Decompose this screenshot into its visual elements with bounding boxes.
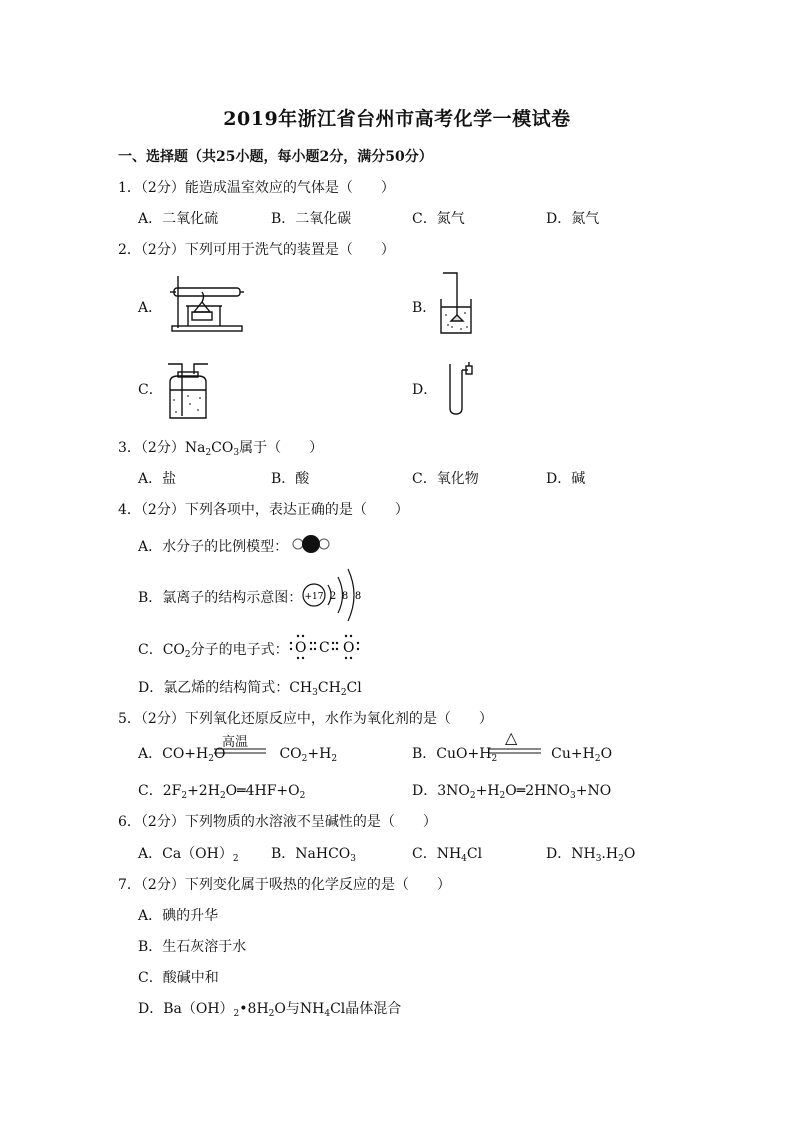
q5-option-a[interactable]: A．$CO+H_2O$ $CO_2+H_2$ (138, 746, 338, 764)
q5-a-condition: 高温 (222, 735, 249, 750)
q5-option-c[interactable]: C．$2F_2+2H_2O═4HF+O_2$ (138, 783, 306, 801)
q1-option-a[interactable]: A．二氧化硫 (138, 211, 219, 227)
q6-option-c[interactable]: C．$NH_4Cl$ (412, 846, 483, 864)
water-scale-model-image (290, 533, 332, 555)
question-7-stem: 7．（2分）下列变化属于吸热的化学反应的是（ ） (118, 877, 451, 893)
chloride-ion-structure-diagram (300, 565, 366, 627)
u-tube-apparatus-image (444, 358, 478, 418)
q5-a-equals-sign (213, 748, 267, 754)
nucleus-charge: +17 (304, 592, 324, 602)
question-2-stem: 2．（2分）下列可用于洗气的装置是（ ） (118, 242, 395, 258)
section-heading: 一、选择题（共25小题，每小题2分，满分50分） (118, 149, 433, 165)
question-3-stem: 3．（2分）$Na_2CO_3$属于（ ） (118, 440, 324, 458)
q4-option-b[interactable]: B．氯离子的结构示意图： (138, 590, 303, 606)
shell-3-electrons: 8 (354, 591, 362, 602)
q2-option-b[interactable]: B． (412, 300, 437, 316)
q7-option-a[interactable]: A．碘的升华 (138, 908, 219, 924)
q4-option-c[interactable]: C．$CO_2$分子的电子式： (138, 642, 289, 660)
q3-option-c[interactable]: C．氧化物 (412, 471, 479, 487)
co2-electron-formula (288, 632, 360, 662)
q3-option-d[interactable]: D．碱 (546, 471, 586, 487)
gas-washing-bottle-image (164, 360, 212, 420)
q2-option-a[interactable]: A． (138, 300, 163, 316)
q5-b-heat-condition: △ (505, 728, 518, 747)
q3-option-a[interactable]: A．盐 (138, 471, 177, 487)
shell-2-electrons: 8 (341, 591, 349, 602)
q4-option-d[interactable]: D．氯乙烯的结构简式：$CH_3CH_2Cl$ (138, 680, 362, 698)
page-title: 2019年浙江省台州市高考化学一模试卷 (223, 108, 571, 130)
q6-option-d[interactable]: D．$NH_3.H_2O$ (546, 846, 636, 864)
q1-option-b[interactable]: B．二氧化碳 (271, 211, 352, 227)
q6-option-a[interactable]: A．$Ca(OH)_2$ (138, 846, 239, 864)
beaker-gas-tube-image (437, 271, 477, 337)
q7-option-d[interactable]: D．$Ba(OH)_2•8H_2O$与$NH_4Cl$晶体混合 (138, 1001, 402, 1019)
atom-c: C (319, 640, 330, 656)
q6-option-b[interactable]: B．NaHCO$_3$ (271, 846, 357, 864)
question-4-stem: 4．（2分）下列各项中，表达正确的是（ ） (118, 502, 409, 518)
heating-tube-apparatus-image (166, 272, 246, 334)
q7-option-b[interactable]: B．生石灰溶于水 (138, 939, 247, 955)
question-5-stem: 5．（2分）下列氧化还原反应中，水作为氧化剂的是（ ） (118, 711, 493, 727)
shell-1-electrons: 2 (329, 591, 337, 602)
atom-o-right: O (343, 640, 355, 656)
atom-o-left: O (295, 640, 307, 656)
q2-option-d[interactable]: D． (412, 382, 438, 398)
question-1-stem: 1．（2分）能造成温室效应的气体是（ ） (118, 180, 395, 196)
q7-option-c[interactable]: C．酸碱中和 (138, 970, 219, 986)
q1-option-d[interactable]: D．氮气 (546, 211, 600, 227)
q2-option-c[interactable]: C． (138, 382, 163, 398)
q3-option-b[interactable]: B．酸 (271, 471, 310, 487)
question-6-stem: 6．（2分）下列物质的水溶液不呈碱性的是（ ） (118, 814, 437, 830)
q4-option-a[interactable]: A．水分子的比例模型： (138, 539, 289, 555)
q5-b-equals-sign (488, 748, 542, 754)
q5-option-d[interactable]: D．$3NO_2+H_2O═2HNO_3+NO$ (412, 783, 612, 801)
q5-option-b[interactable]: B．$CuO+H_2$ $Cu+H_2O$ (412, 746, 613, 764)
q1-option-c[interactable]: C．氮气 (412, 211, 465, 227)
